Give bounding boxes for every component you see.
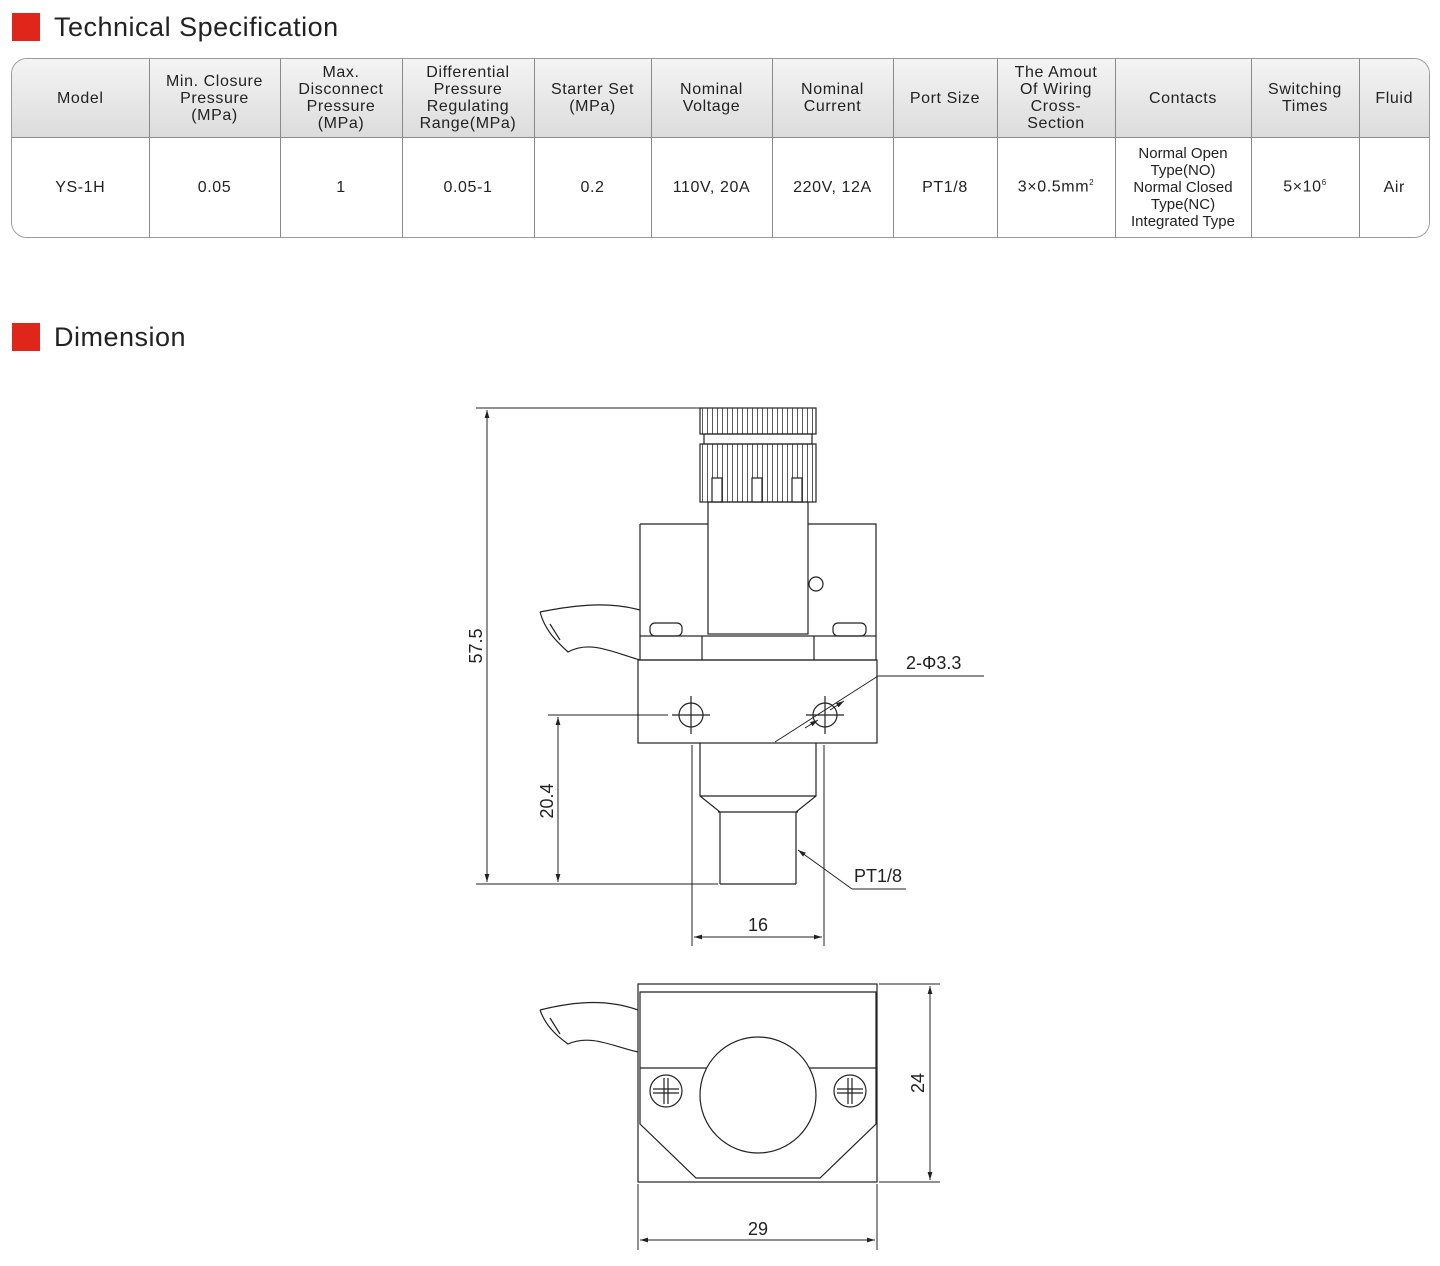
header-max-disconnect: Max. Disconnect Pressure (MPa) [280, 59, 402, 138]
bottom-port-circle [700, 1037, 816, 1153]
dim-width: 29 [747, 1219, 769, 1239]
cell-max-disconnect: 1 [280, 138, 402, 238]
dim-height-lower: 20.4 [537, 783, 557, 819]
thread-fitting [700, 743, 816, 884]
cell-model: YS-1H [12, 138, 149, 238]
wiring-exponent: 2 [1089, 178, 1095, 188]
dim-thread-spec: PT1/8 [854, 866, 903, 886]
header-diff-range: Differential Pressure Regulating Range(MPa) [402, 59, 534, 138]
cell-current: 220V, 12A [772, 138, 893, 238]
switching-exponent: 6 [1321, 178, 1327, 188]
front-view [540, 408, 877, 884]
dimension-section-title: Dimension [54, 321, 187, 352]
header-current: Nominal Current [772, 59, 893, 138]
header-fluid: Fluid [1359, 59, 1429, 138]
base-block [638, 660, 877, 743]
small-screw-icon [809, 577, 823, 591]
header-contacts: Contacts [1115, 59, 1251, 138]
knob-cap [700, 408, 816, 434]
header-wiring: The Amout Of Wiring Cross- Section [997, 59, 1115, 138]
spec-section-title: Technical Specification [54, 11, 339, 42]
header-model: Model [12, 59, 149, 138]
header-starter-set: Starter Set (MPa) [534, 59, 651, 138]
header-port-size: Port Size [893, 59, 997, 138]
clip-right [833, 623, 866, 636]
mount-plate [640, 636, 876, 660]
dim-thread-width: 16 [747, 915, 769, 935]
upper-housing [640, 524, 876, 636]
header-switching: Switching Times [1251, 59, 1359, 138]
screw-left-icon [650, 1075, 682, 1107]
dim-depth: 24 [908, 1072, 928, 1094]
header-min-closure: Min. Closure Pressure (MPa) [149, 59, 280, 138]
cell-starter-set: 0.2 [534, 138, 651, 238]
header-voltage: Nominal Voltage [651, 59, 772, 138]
screw-right-icon [834, 1075, 866, 1107]
cell-port-size: PT1/8 [893, 138, 997, 238]
knob-ring [704, 434, 812, 444]
dim-hole-spec: 2-Φ3.3 [906, 653, 962, 673]
bottom-view [540, 984, 877, 1182]
cell-voltage: 110V, 20A [651, 138, 772, 238]
dim-height-total: 57.5 [466, 628, 486, 664]
switching-value: 5×10 [1283, 178, 1322, 196]
cell-fluid: Air [1359, 138, 1429, 238]
cell-contacts: Normal Open Type(NO) Normal Closed Type(NC) Integrated Type [1115, 138, 1251, 238]
cable [540, 605, 640, 660]
cell-diff-range: 0.05-1 [402, 138, 534, 238]
wiring-value: 3×0.5mm [1017, 178, 1090, 196]
cell-min-closure: 0.05 [149, 138, 280, 238]
bottom-cable [540, 1003, 638, 1053]
clip-left [650, 623, 682, 636]
stem [708, 502, 808, 634]
